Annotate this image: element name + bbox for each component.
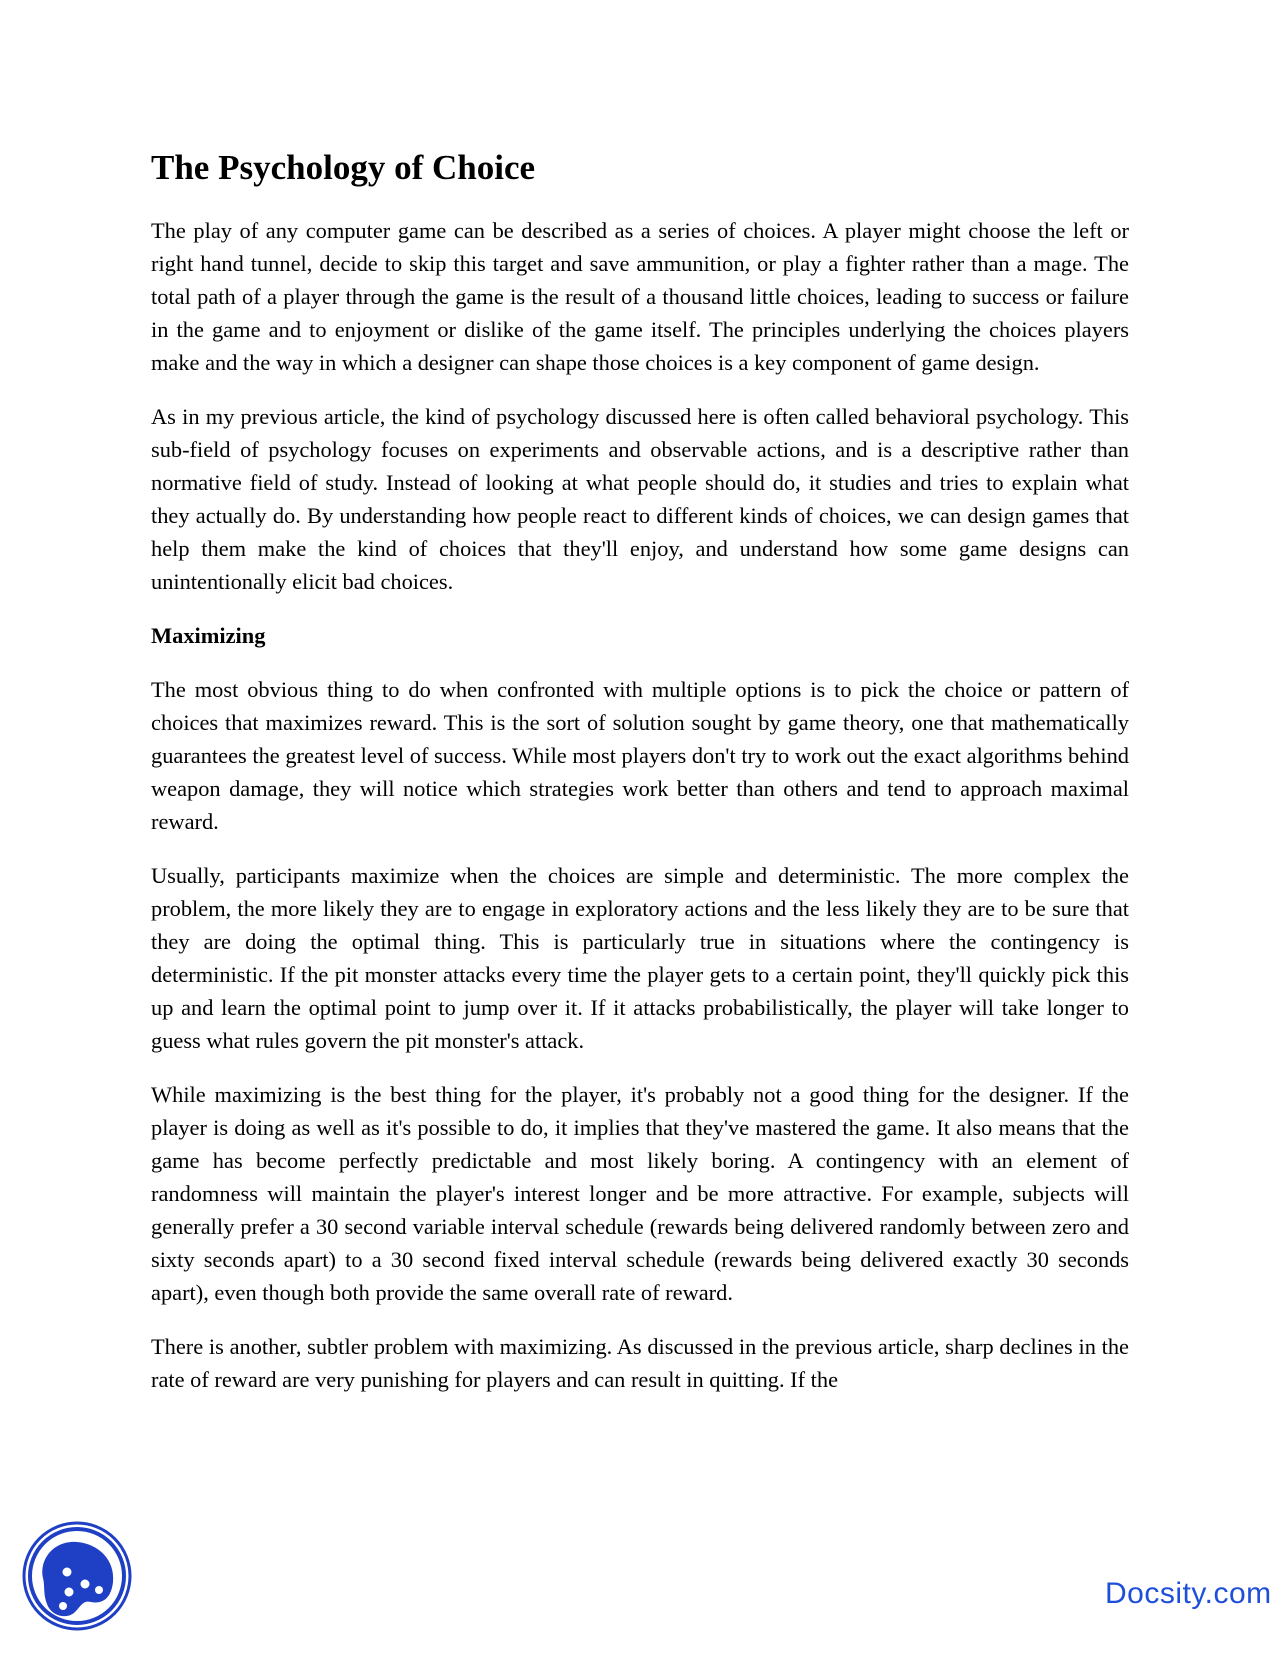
docsity-logo-icon[interactable] <box>21 1520 133 1632</box>
paragraph: The most obvious thing to do when confronted with multiple options is to pick the choice or pattern of choices that maximizes reward. This is the sort of solution sought by game theory, one that mathematically guarantees the greatest level of success. While most players don't try to work out the exact algorithms behind weapon damage, they will notice which strategies work better than others and tend to approach maximal reward. <box>151 677 1129 834</box>
section-heading: Maximizing <box>151 623 266 648</box>
document-page <box>151 148 1129 1417</box>
paragraph: Usually, participants maximize when the choices are simple and deterministic. The more complex the problem, the more likely they are to engage in exploratory actions and the less likely they are to be sure that they are doing the optimal thing. This is particularly true in situations where the contingency is deterministic. If the pit monster attacks every time the player gets to a certain point, they'll quickly pick this up and learn the optimal point to jump over it. If it attacks probabilistically, the player will take longer to guess what rules govern the pit monster's attack. <box>151 863 1129 1053</box>
brand-link[interactable]: Docsity.com <box>1105 1577 1272 1610</box>
paragraph: As in my previous article, the kind of psychology discussed here is often called behavioral psychology. This sub-field of psychology focuses on experiments and observable actions, and is a descriptive rather than normative field of study. Instead of looking at what people should do, it studies and tries to explain what they actually do. By understanding how people react to different kinds of choices, we can design games that help them make the kind of choices that they'll enjoy, and understand how some game designs can unintentionally elicit bad choices. <box>151 404 1129 594</box>
page-title: The Psychology of Choice <box>151 148 536 187</box>
paragraph: While maximizing is the best thing for the player, it's probably not a good thing for the designer. If the player is doing as well as it's possible to do, it implies that they've mastered the game. It also means that the game has become perfectly predictable and most likely boring. A contingency with an element of randomness will maintain the player's interest longer and be more attractive. For example, subjects will generally prefer a 30 second variable interval schedule (rewards being delivered randomly between zero and sixty seconds apart) to a 30 second fixed interval schedule (rewards being delivered exactly 30 seconds apart), even though both provide the same overall rate of reward. <box>151 1082 1129 1305</box>
paragraph: There is another, subtler problem with maximizing. As discussed in the previous article, sharp declines in the rate of reward are very punishing for players and can result in quitting. If the <box>151 1334 1129 1392</box>
paragraph: The play of any computer game can be described as a series of choices. A player might choose the left or right hand tunnel, decide to skip this target and save ammunition, or play a fighter rather than a mage. The total path of a player through the game is the result of a thousand little choices, leading to success or failure in the game and to enjoyment or dislike of the game itself. The principles underlying the choices players make and the way in which a designer can shape those choices is a key component of game design. <box>151 218 1129 375</box>
logo-graphic <box>21 1520 133 1632</box>
